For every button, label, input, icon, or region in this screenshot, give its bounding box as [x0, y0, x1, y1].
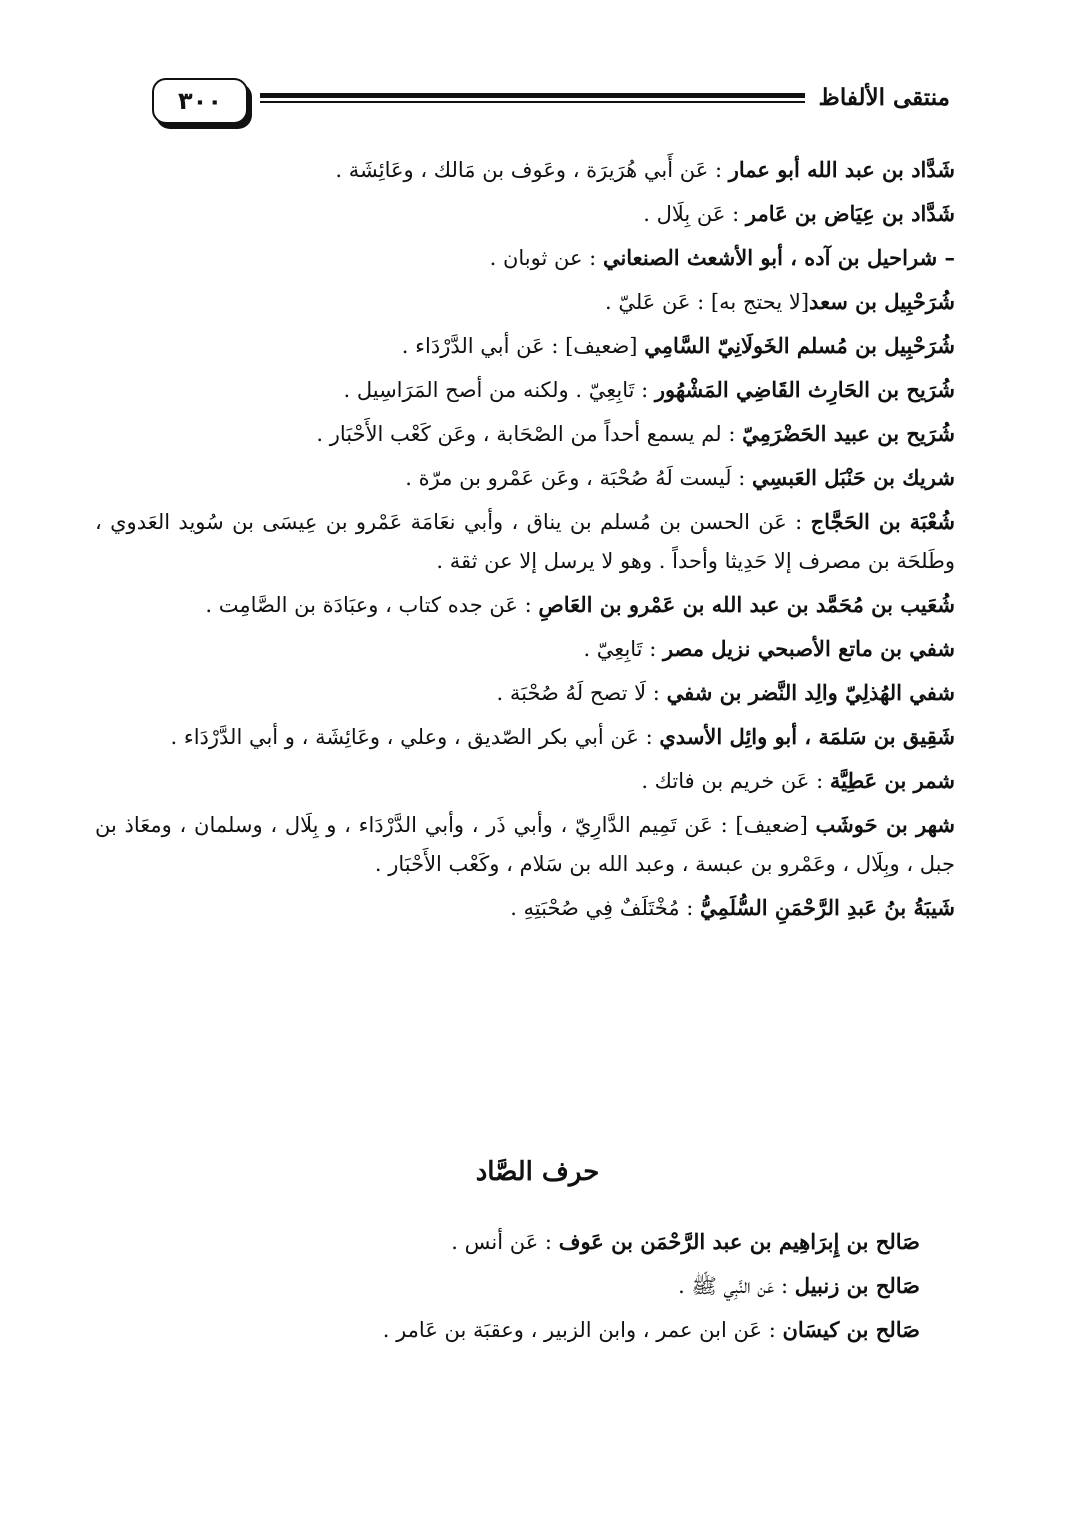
- entry: [95, 629, 955, 669]
- header-rule-thin: [260, 101, 805, 103]
- entry-text: : تَابِعِيّ . ولكنه من أصح المَرَاسِيل .: [343, 378, 655, 402]
- entry: [100, 1310, 920, 1350]
- entry-text: : عَن خريم بن فاتك .: [641, 769, 830, 793]
- entry-name: شُعَيب بن مُحَمَّد بن عبد الله بن عَمْرو بن العَاصِ: [538, 592, 955, 617]
- entry-name: شهر بن حَوشَب: [815, 812, 955, 837]
- entry-text: [لا يحتج به] : عَن عَليّ .: [604, 290, 810, 314]
- entry-name: شَيبَةُ بنُ عَبدِ الرَّحْمَنِ السُّلَمِيُّ: [700, 895, 955, 920]
- entry-text: : عَن الحسن بن مُسلم بن يناق ، وأبي نعَامَة عَمْرو بن عِيسَى بن سُويد العَدوي ، وطَلحَة بن مصرف إلا حَدِيثا وأحداً . وهو لا يرسل إلا عن ثقة .: [95, 510, 955, 573]
- entry: [95, 194, 955, 234]
- entry-text: : لَيست لَهُ صُحْبَة ، وعَن عَمْرو بن مرّة .: [405, 466, 752, 490]
- entry-text: : عَن أَبي هُرَيرَة ، وعَوف بن مَالك ، وعَائِشَة .: [335, 158, 729, 182]
- entry-name: صَالح بن زنبيل: [794, 1273, 920, 1298]
- entry-name: شُرَحْبِيل بن مُسلم الخَولَانِيّ السَّامِي: [644, 333, 955, 358]
- entry: [100, 1222, 920, 1262]
- entry-name: صَالح بن كيسَان: [782, 1317, 920, 1342]
- entry-text: : عَن أبي بكر الصّديق ، وعلي ، وعَائِشَة ، و أبي الدَّرْدَاء .: [170, 725, 660, 749]
- entry: [100, 1266, 920, 1306]
- entry-name: شُرَيح بن الحَارِث القَاضِي المَشْهُور: [654, 377, 955, 402]
- entry: [95, 150, 955, 190]
- entry: [95, 238, 955, 278]
- entry-name: شفي الهُذلِيّ والِد النَّضر بن شفي: [666, 680, 955, 705]
- entry-text: : لَا تصح لَهُ صُحْبَة .: [496, 681, 667, 705]
- entry: [95, 585, 955, 625]
- entry: [95, 414, 955, 454]
- entry: [95, 282, 955, 322]
- entry-name: شَدَّاد بن عِيَاض بن عَامر: [745, 201, 955, 226]
- entry-name: شُعْبَة بن الحَجَّاج: [810, 509, 956, 534]
- entry: [95, 761, 955, 801]
- entry-text: : عَن ابن عمر ، وابن الزبير ، وعقبَة بن عَامر .: [382, 1318, 783, 1342]
- entry: [95, 326, 955, 366]
- entry-text: : عَن بِلَال .: [643, 202, 746, 226]
- entry-name: شمر بن عَطِيَّة: [829, 768, 955, 793]
- entries-list-sad: [100, 1222, 920, 1354]
- entry-text: : عَن النَّبِي ﷺ .: [678, 1274, 795, 1298]
- entry-name: صَالح بن إِبرَاهِيم بن عبد الرَّحْمَن بن عَوف: [558, 1229, 920, 1254]
- section-heading: حرف الصَّاد: [475, 1157, 600, 1187]
- entry: [95, 888, 955, 928]
- entry-text: [ضعيف] : عَن أبي الدَّرْدَاء .: [401, 334, 645, 358]
- entry-name: شفي بن ماتع الأصبحي نزيل مصر: [662, 636, 955, 661]
- entry-text: [ضعيف] : عَن تَمِيم الدَّارِيّ ، وأبي ذَر ، وأبي الدَّرْدَاء ، و بِلَال ، وسلمان ، ومعَاذ بن جبل ، وبِلَال ، وعَمْرو بن عبسة ، وعبد الله بن سَلام ، وكَعْب الأَحْبَار .: [95, 813, 955, 876]
- entry: [95, 502, 955, 581]
- entry-name: شَدَّاد بن عبد الله أبو عمار: [728, 157, 955, 182]
- entry-text: : عن ثوبان .: [489, 246, 603, 270]
- entry-name: – شراحيل بن آده ، أبو الأشعث الصنعاني: [602, 245, 955, 270]
- entry-name: شريك بن حَنْبَل العَبسِي: [752, 465, 955, 490]
- entry-text: : مُخْتَلَفٌ فِي صُحْبَتِهِ .: [510, 896, 701, 920]
- entry: [95, 673, 955, 713]
- entry-name: شُرَحْبِيل بن سعد: [809, 289, 955, 314]
- entry-text: : عَن جده كتاب ، وعبَادَة بن الصَّامِت .: [205, 593, 539, 617]
- book-title: منتقى الألفاظ: [818, 84, 950, 111]
- entry-text: : لم يسمع أحداً من الصْحَابة ، وعَن كَعْب الأَحْبَار .: [316, 422, 743, 446]
- entry-text: : عَن أنس .: [451, 1230, 559, 1254]
- entry: [95, 458, 955, 498]
- header-rule: [260, 93, 805, 107]
- entry-name: شُرَيح بن عبيد الحَضْرَمِيّ: [742, 421, 955, 446]
- page-number: ٣٠٠: [152, 78, 248, 124]
- entry: [95, 805, 955, 884]
- entry: [95, 370, 955, 410]
- header-rule-thick: [260, 93, 805, 98]
- page-header: [110, 72, 950, 132]
- entry-text: : تَابِعِيّ .: [583, 637, 663, 661]
- entry: [95, 717, 955, 757]
- entries-list: [95, 150, 955, 932]
- entry-name: شَقِيق بن سَلمَة ، أبو وائِل الأسدي: [659, 724, 955, 749]
